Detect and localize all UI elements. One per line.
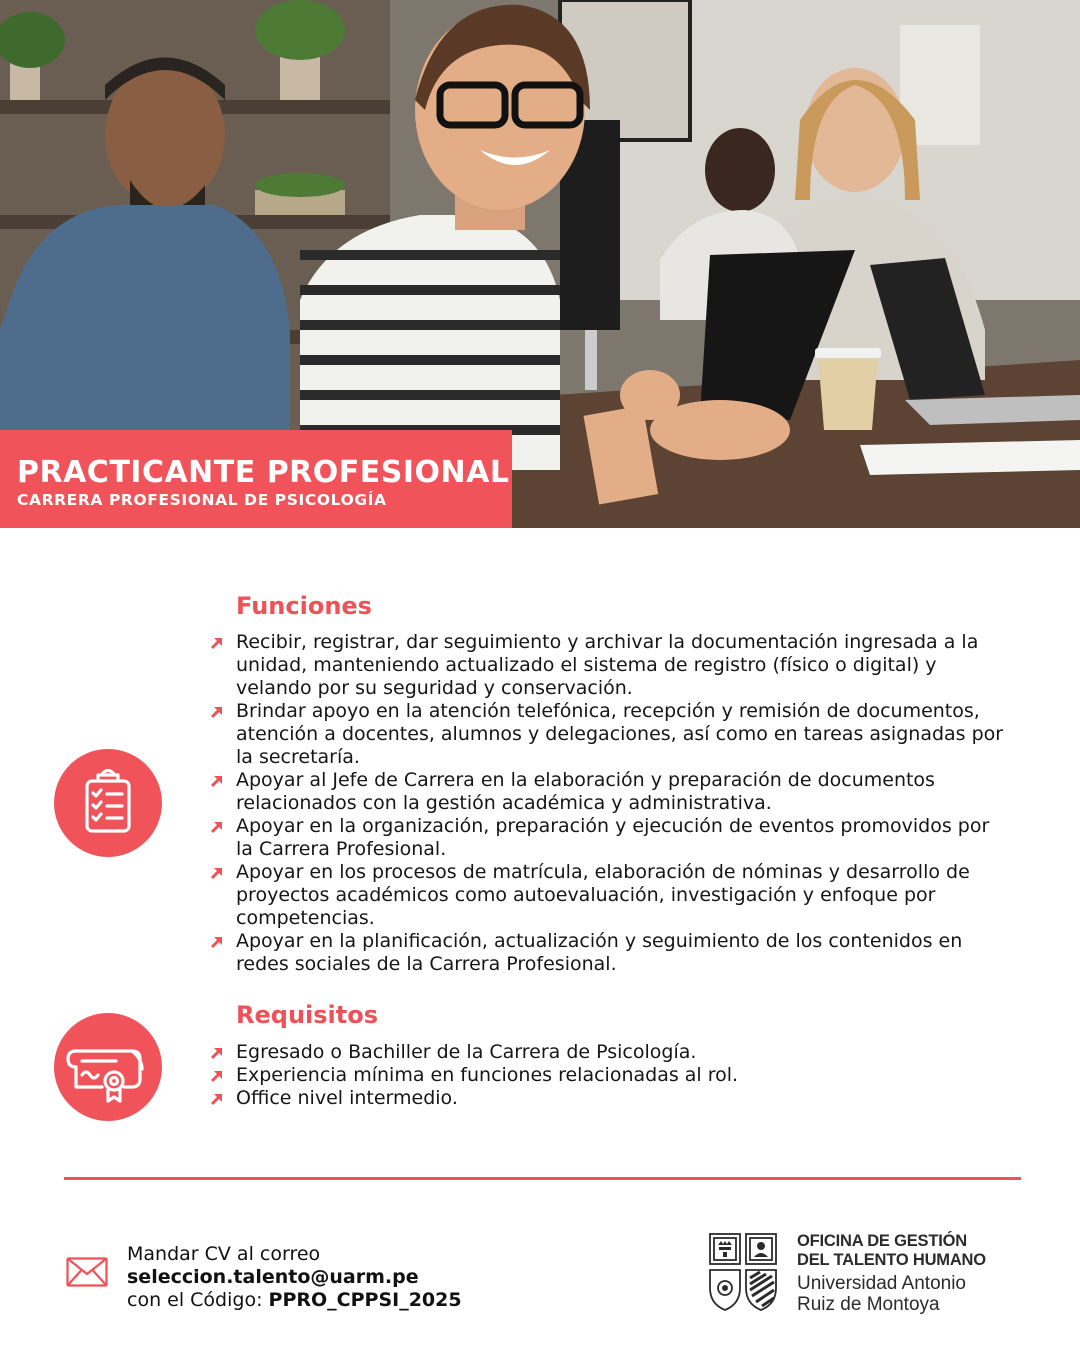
funciones-item-line: relacionados con la gestión académica y administrativa.	[236, 792, 772, 814]
funciones-item	[210, 861, 1040, 930]
funciones-item	[210, 631, 1040, 700]
clipboard-checklist-icon	[54, 749, 162, 857]
office-name-line1: OFICINA DE GESTIÓN	[797, 1232, 967, 1250]
hero-photo	[0, 0, 1080, 528]
page-title: PRACTICANTE PROFESIONAL	[17, 455, 510, 490]
university-logo-text	[797, 1232, 986, 1315]
certificate-diploma-icon	[54, 1013, 162, 1121]
bullet-arrow-icon	[210, 1069, 224, 1083]
funciones-item-line: Apoyar al Jefe de Carrera en la elaboración y preparación de documentos	[236, 769, 935, 791]
requisitos-list	[210, 1041, 1040, 1110]
university-name-line1: Universidad Antonio	[797, 1273, 966, 1294]
funciones-item-line: Brindar apoyo en la atención telefónica, recepción y remisión de documentos,	[236, 700, 980, 722]
contact-code: PPRO_CPPSI_2025	[268, 1289, 462, 1311]
funciones-item-line: competencias.	[236, 907, 375, 929]
funciones-item	[210, 769, 1040, 815]
bullet-arrow-icon	[210, 774, 224, 788]
funciones-item-line: Recibir, registrar, dar seguimiento y archivar la documentación ingresada a la	[236, 631, 979, 653]
university-name-line2: Ruiz de Montoya	[797, 1294, 940, 1315]
funciones-item-line: la Carrera Profesional.	[236, 838, 447, 860]
requisitos-item	[210, 1041, 1040, 1064]
funciones-item	[210, 815, 1040, 861]
funciones-item-line: redes sociales de la Carrera Profesional.	[236, 953, 617, 975]
contact-instruction: Mandar CV al correo	[127, 1243, 321, 1265]
bullet-arrow-icon	[210, 935, 224, 949]
funciones-item-line: unidad, manteniendo actualizado el sistema de registro (físico o digital) y	[236, 654, 937, 676]
university-shield-icon	[708, 1232, 778, 1316]
requisitos-item-line: Experiencia mínima en funciones relacionadas al rol.	[236, 1064, 739, 1086]
page-subtitle: CARRERA PROFESIONAL DE PSICOLOGÍA	[17, 491, 387, 509]
requisitos-item-line: Office nivel intermedio.	[236, 1087, 458, 1109]
contact-email-link[interactable]: seleccion.talento@uarm.pe	[127, 1266, 419, 1288]
requisitos-item	[210, 1064, 1040, 1087]
bullet-arrow-icon	[210, 636, 224, 650]
title-banner	[0, 430, 512, 528]
funciones-title: Funciones	[236, 592, 372, 620]
funciones-item-line: velando por su seguridad y conservación.	[236, 677, 633, 699]
bullet-arrow-icon	[210, 866, 224, 880]
bullet-arrow-icon	[210, 1092, 224, 1106]
envelope-icon	[66, 1257, 108, 1291]
section-divider	[64, 1177, 1021, 1180]
funciones-item-line: la secretaría.	[236, 746, 360, 768]
funciones-item-line: Apoyar en los procesos de matrícula, elaboración de nóminas y desarrollo de	[236, 861, 970, 883]
funciones-item	[210, 700, 1040, 769]
funciones-list	[210, 631, 1040, 976]
funciones-item-line: proyectos académicos como autoevaluación, investigación y enfoque por	[236, 884, 936, 906]
funciones-item	[210, 930, 1040, 976]
bullet-arrow-icon	[210, 705, 224, 719]
contact-block	[127, 1243, 462, 1312]
requisitos-item	[210, 1087, 1040, 1110]
bullet-arrow-icon	[210, 1046, 224, 1060]
contact-code-prefix: con el Código:	[127, 1289, 269, 1311]
requisitos-item-line: Egresado o Bachiller de la Carrera de Psicología.	[236, 1041, 697, 1063]
funciones-item-line: Apoyar en la planificación, actualización y seguimiento de los contenidos en	[236, 930, 963, 952]
contact-code-line	[127, 1289, 462, 1312]
office-name-line2: DEL TALENTO HUMANO	[797, 1251, 986, 1269]
funciones-item-line: Apoyar en la organización, preparación y ejecución de eventos promovidos por	[236, 815, 990, 837]
bullet-arrow-icon	[210, 820, 224, 834]
requisitos-title: Requisitos	[236, 1001, 379, 1029]
funciones-item-line: atención a docentes, alumnos y delegaciones, así como en tareas asignadas por	[236, 723, 1004, 745]
